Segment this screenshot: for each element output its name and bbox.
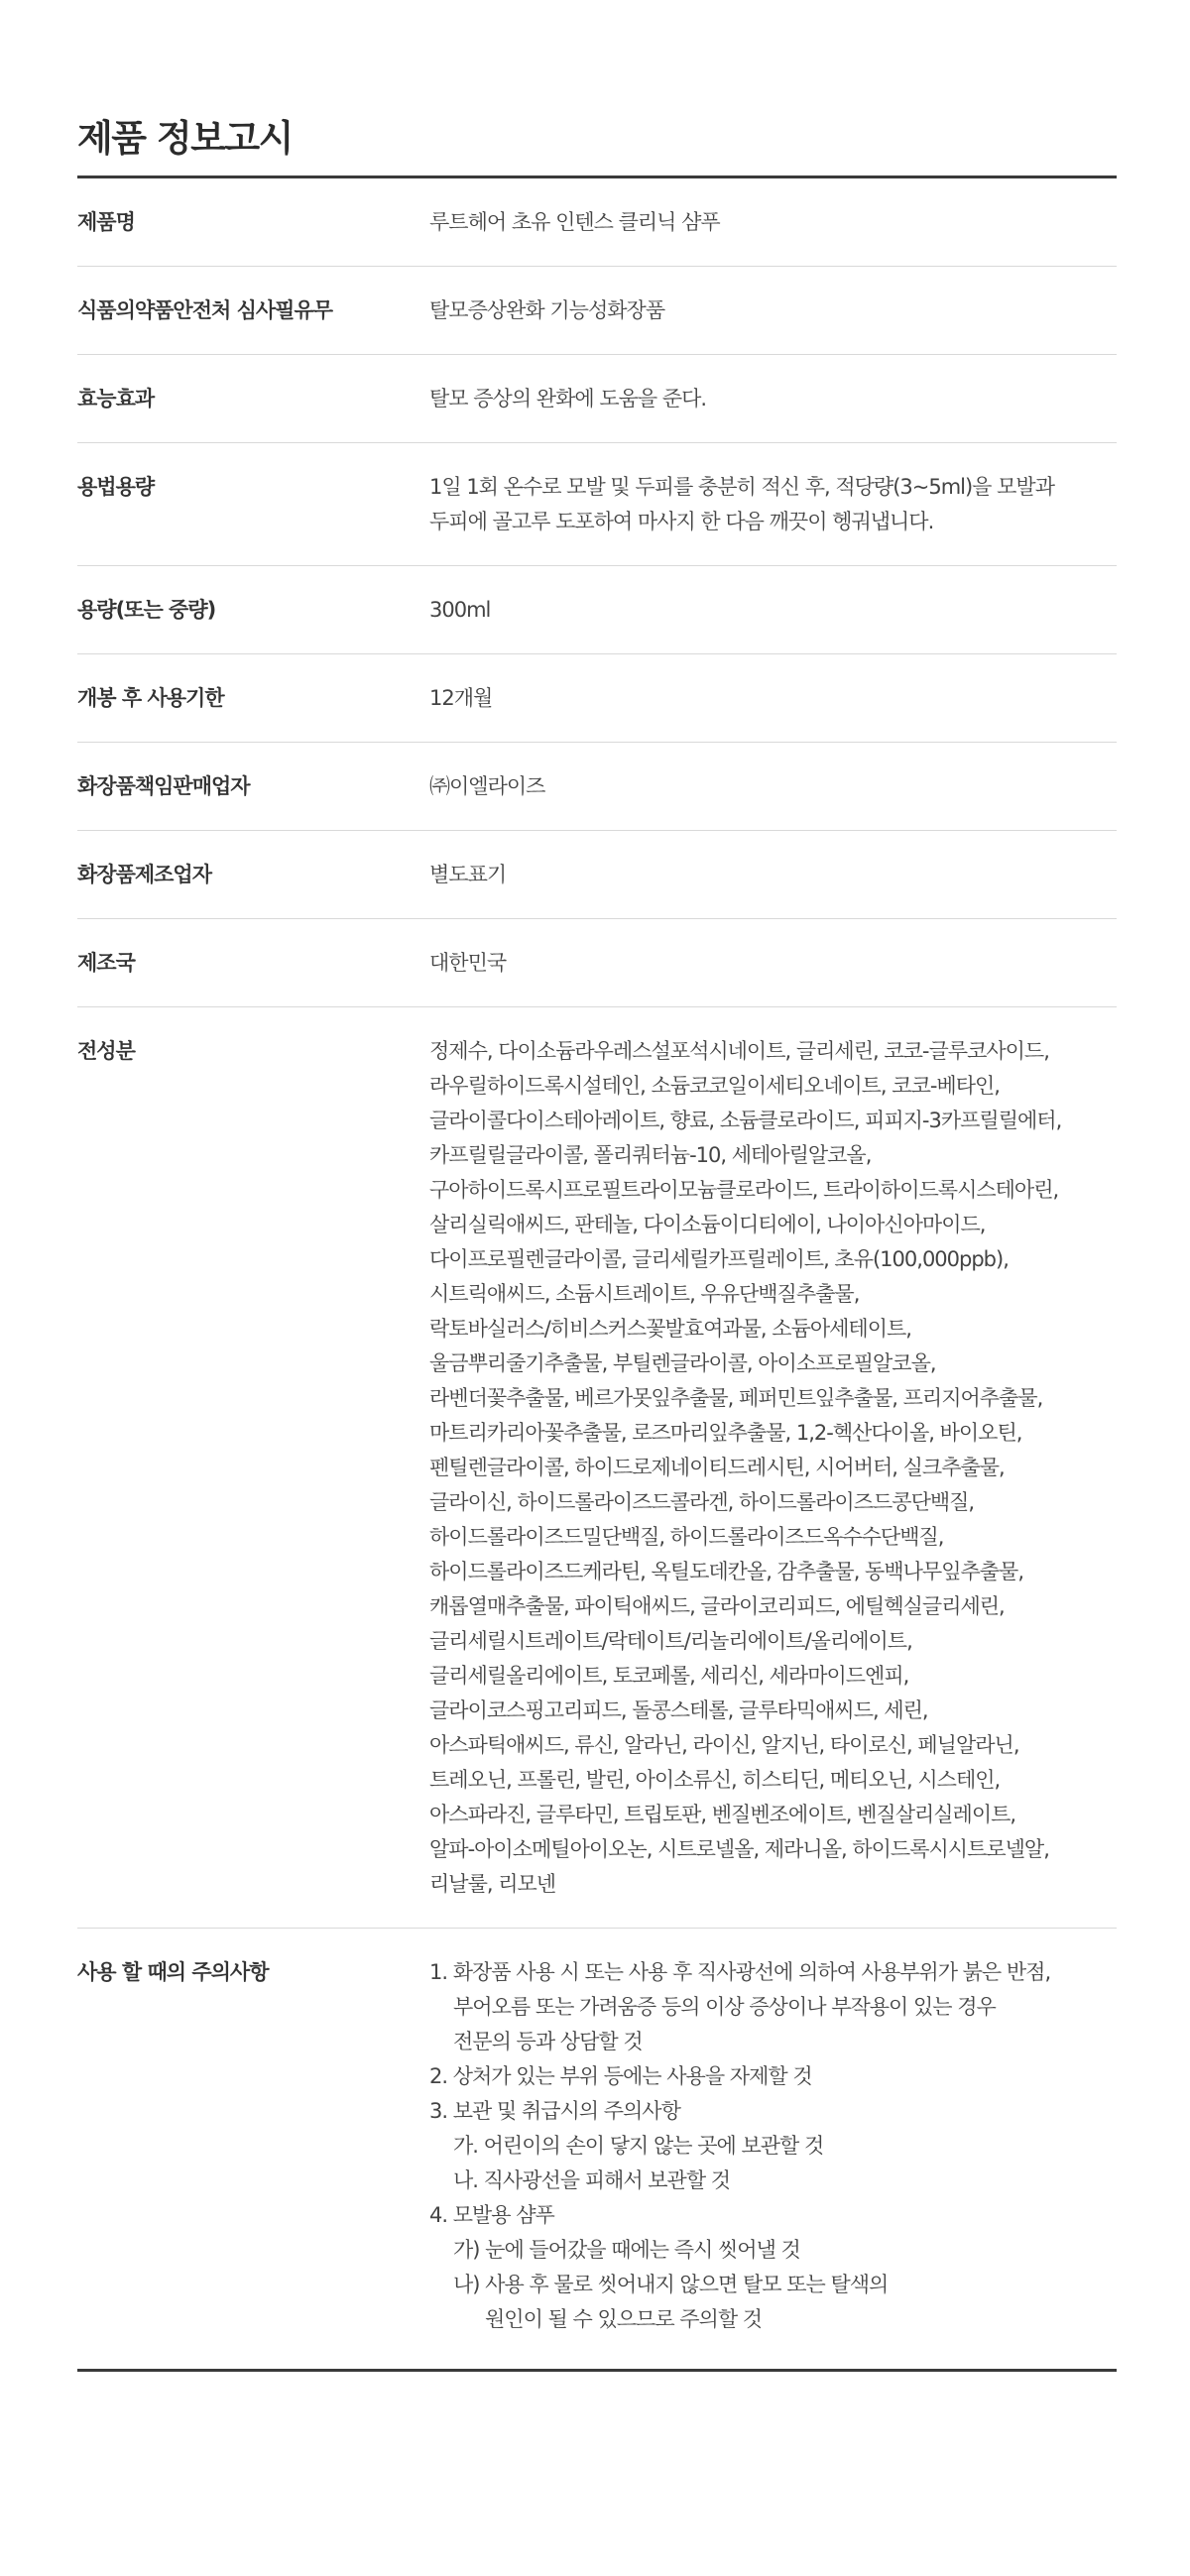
value-line: 글리세릴올리에이트, 토코페롤, 세리신, 세라마이드엔피,	[429, 1664, 909, 1689]
value-line: 리날룰, 리모넨	[429, 1872, 556, 1897]
value-line: 1. 화장품 사용 시 또는 사용 후 직사광선에 의하여 사용부위가 붉은 반점,	[429, 1960, 1051, 1985]
value-line: 살리실릭애씨드, 판테놀, 다이소듐이디티에이, 나이아신아마이드,	[429, 1213, 986, 1237]
value-line: 1일 1회 온수로 모발 및 두피를 충분히 적신 후, 적당량(3~5ml)을 모발과	[429, 475, 1055, 500]
row-value	[429, 946, 1117, 981]
value-line: 2. 상처가 있는 부위 등에는 사용을 자제할 것	[429, 2064, 812, 2089]
row-label: 용법용량	[77, 475, 155, 500]
value-line: 하이드롤라이즈드밀단백질, 하이드롤라이즈드옥수수단백질,	[429, 1525, 944, 1550]
table-row-usage	[77, 443, 1117, 566]
table-row-seller	[77, 743, 1117, 831]
row-value	[429, 1955, 1117, 2337]
value-line: 글라이신, 하이드롤라이즈드콜라겐, 하이드롤라이즈드콩단백질,	[429, 1490, 975, 1515]
value-line: 하이드롤라이즈드케라틴, 옥틸도데칸올, 감추출물, 동백나무잎추출물,	[429, 1560, 1024, 1584]
value-line: 트레오닌, 프롤린, 발린, 아이소류신, 히스티딘, 메티오닌, 시스테인,	[429, 1768, 1001, 1793]
value-line: 정제수, 다이소듐라우레스설포석시네이트, 글리세린, 코코-글루코사이드,	[429, 1039, 1049, 1064]
value-line: 마트리카리아꽃추출물, 로즈마리잎추출물, 1,2-헥산다이올, 바이오틴,	[429, 1421, 1022, 1446]
product-info-notice	[77, 117, 1117, 2372]
value-line: 나. 직사광선을 피해서 보관할 것	[453, 2168, 731, 2193]
table-row-shelf-life	[77, 654, 1117, 743]
row-value	[429, 681, 1117, 716]
value-line: 별도표기	[429, 863, 507, 887]
row-value	[429, 470, 1117, 539]
row-label: 화장품책임판매업자	[77, 774, 250, 799]
value-line: 루트헤어 초유 인텐스 클리닉 샴푸	[429, 210, 720, 235]
value-line: 3. 보관 및 취급시의 주의사항	[429, 2099, 680, 2124]
value-line: 가. 어린이의 손이 닿지 않는 곳에 보관할 것	[453, 2134, 824, 2159]
value-line: 라벤더꽃추출물, 베르가못잎추출물, 페퍼민트잎추출물, 프리지어추출물,	[429, 1386, 1043, 1411]
value-line: 12개월	[429, 686, 493, 711]
page-title: 제품 정보고시	[77, 117, 1117, 178]
value-line: 글라이콜다이스테아레이트, 향료, 소듐클로라이드, 피피지-3카프릴릴에터,	[429, 1109, 1062, 1133]
table-row-product-name	[77, 178, 1117, 267]
value-line: 글리세릴시트레이트/락테이트/리놀리에이트/올리에이트,	[429, 1629, 912, 1654]
row-value	[429, 293, 1117, 328]
value-line: 아스파라진, 글루타민, 트립토판, 벤질벤조에이트, 벤질살리실레이트,	[429, 1803, 1016, 1827]
value-line: 카프릴릴글라이콜, 폴리쿼터늄-10, 세테아릴알코올,	[429, 1143, 872, 1168]
row-value	[429, 382, 1117, 416]
row-value	[429, 205, 1117, 240]
row-label: 용량(또는 중량)	[77, 598, 216, 623]
value-line: 두피에 골고루 도포하여 마사지 한 다음 깨끗이 헹궈냅니다.	[429, 510, 934, 534]
value-line: 전문의 등과 상담할 것	[453, 2030, 643, 2054]
row-label: 제조국	[77, 951, 135, 976]
row-value	[429, 593, 1117, 628]
table-row-mfds-review	[77, 267, 1117, 355]
value-line: 펜틸렌글라이콜, 하이드로제네이티드레시틴, 시어버터, 실크추출물,	[429, 1456, 1005, 1480]
value-line: 대한민국	[429, 951, 507, 976]
value-line: 탈모 증상의 완화에 도움을 준다.	[429, 387, 707, 411]
value-line: 아스파틱애씨드, 류신, 알라닌, 라이신, 알지닌, 타이로신, 페닐알라닌,	[429, 1733, 1019, 1758]
row-value	[429, 1034, 1117, 1902]
row-value	[429, 858, 1117, 892]
row-label: 화장품제조업자	[77, 863, 212, 887]
value-line: 캐롭열매추출물, 파이틱애씨드, 글라이코리피드, 에틸헥실글리세린,	[429, 1594, 1005, 1619]
row-label: 사용 할 때의 주의사항	[77, 1960, 269, 1985]
value-line: 울금뿌리줄기추출물, 부틸렌글라이콜, 아이소프로필알코올,	[429, 1351, 936, 1376]
value-line: 나) 사용 후 물로 씻어내지 않으면 탈모 또는 탈색의	[453, 2273, 889, 2297]
table-row-volume	[77, 566, 1117, 654]
row-value	[429, 769, 1117, 804]
value-line: 4. 모발용 샴푸	[429, 2203, 554, 2228]
value-line: 다이프로필렌글라이콜, 글리세릴카프릴레이트, 초유(100,000ppb),	[429, 1247, 1009, 1272]
value-line: 알파-아이소메틸아이오논, 시트로넬올, 제라니올, 하이드록시시트로넬알,	[429, 1837, 1049, 1862]
value-line: 락토바실러스/히비스커스꽃발효여과물, 소듐아세테이트,	[429, 1317, 911, 1342]
value-line: 탈모증상완화 기능성화장품	[429, 298, 665, 323]
table-row-precautions	[77, 1929, 1117, 2372]
value-line: 라우릴하이드록시설테인, 소듐코코일이세티오네이트, 코코-베타인,	[429, 1074, 1000, 1099]
value-line: 시트릭애씨드, 소듐시트레이트, 우유단백질추출물,	[429, 1282, 860, 1307]
row-label: 식품의약품안전처 심사필유무	[77, 298, 333, 323]
row-label: 제품명	[77, 210, 135, 235]
value-line: ㈜이엘라이즈	[429, 774, 545, 799]
row-label: 개봉 후 사용기한	[77, 686, 224, 711]
row-label: 효능효과	[77, 387, 155, 411]
table-row-efficacy	[77, 355, 1117, 443]
table-row-country	[77, 919, 1117, 1007]
table-row-ingredients	[77, 1007, 1117, 1929]
value-line: 가) 눈에 들어갔을 때에는 즉시 씻어낼 것	[453, 2238, 800, 2263]
table-row-manufacturer	[77, 831, 1117, 919]
value-line: 부어오름 또는 가려움증 등의 이상 증상이나 부작용이 있는 경우	[453, 1995, 996, 2020]
info-table	[77, 178, 1117, 2372]
value-line: 글라이코스핑고리피드, 돌콩스테롤, 글루타믹애씨드, 세린,	[429, 1698, 928, 1723]
value-line: 원인이 될 수 있으므로 주의할 것	[485, 2307, 763, 2332]
row-label: 전성분	[77, 1039, 135, 1064]
value-line: 구아하이드록시프로필트라이모늄클로라이드, 트라이하이드록시스테아린,	[429, 1178, 1059, 1203]
value-line: 300ml	[429, 598, 491, 623]
